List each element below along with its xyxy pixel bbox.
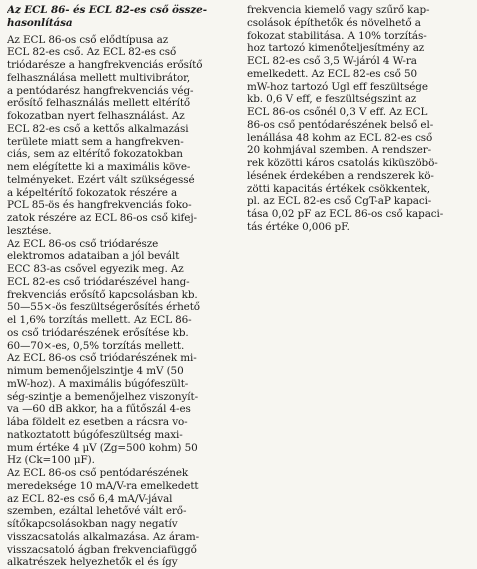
text-line: nem elégítette ki a maximális köve- <box>7 161 239 174</box>
paragraph <box>247 4 471 234</box>
text-line: 20 kohmjával szemben. A rendszer- <box>247 144 471 157</box>
text-line: alkatrészek helyezhetők el és így <box>7 556 239 569</box>
right-column <box>247 4 471 234</box>
text-line: pl. az ECL 82-es cső CgT-aP kapaci- <box>247 195 471 208</box>
left-paragraphs <box>7 34 239 569</box>
section-title-line-1: Az ECL 86- és ECL 82-es cső össze- <box>7 4 239 17</box>
text-line: PCL 85-ös és hangfrekvenciás foko- <box>7 199 239 212</box>
text-line: ciás, sem az eltérítő fokozatokban <box>7 148 239 161</box>
text-line: lenállása 48 kohm az ECL 82-es cső <box>247 132 471 145</box>
text-line: területe miatt sem a hangfrekven- <box>7 136 239 149</box>
text-line: rek közötti káros csatolás kiküszöbö- <box>247 157 471 170</box>
text-line: 50—55×-ös feszültségerősítés érhető <box>7 301 239 314</box>
text-line: meredeksége 10 mA/V-ra emelkedett <box>7 480 239 493</box>
text-line: felhasználása mellett multivibrátor, <box>7 72 239 85</box>
paragraph <box>7 467 239 569</box>
section-title-line-2: hasonlítása <box>7 17 239 30</box>
text-line: visszacsatoló ágban frekvenciafüggő <box>7 544 239 557</box>
text-line: csolások építhetők és növelhető a <box>247 17 471 30</box>
text-line: ECL 82-es cső 3,5 W-járól 4 W-ra <box>247 55 471 68</box>
text-line: lésének érdekében a rendszerek kö- <box>247 170 471 183</box>
text-line: ECL 82-es cső a kettős alkalmazási <box>7 123 239 136</box>
text-line: fokozat stabilitása. A 10% torzítás- <box>247 30 471 43</box>
text-line: Az ECL 86-os cső elődtípusa az <box>7 34 239 47</box>
text-line: ECC 83-as csővel egyezik meg. Az <box>7 263 239 276</box>
text-line: tása 0,02 pF az ECL 86-os cső kapaci- <box>247 208 471 221</box>
text-line: natkoztatott búgófeszültség maxi- <box>7 429 239 442</box>
text-line: kb. 0,6 V eff, e feszültségszint az <box>247 93 471 106</box>
text-line: mW-hoz). A maximális búgófeszült- <box>7 378 239 391</box>
text-line: az ECL 82-es cső 6,4 mA/V-jával <box>7 493 239 506</box>
text-line: visszacsatolás alkalmazása. Az áram- <box>7 531 239 544</box>
text-line: el 1,6% torzítás mellett. Az ECL 86- <box>7 314 239 327</box>
text-line: erősítő felhasználás mellett eltérítő <box>7 97 239 110</box>
left-column <box>7 4 239 569</box>
text-line: Az ECL 86-os cső triódarésze <box>7 238 239 251</box>
text-line: ség-szintje a bemenőjelhez viszonyít- <box>7 391 239 404</box>
text-line: zatok részére az ECL 86-os cső kifej- <box>7 212 239 225</box>
text-line: ECL 82-es cső. Az ECL 82-es cső <box>7 46 239 59</box>
text-line: fokozatban nyert felhasználást. Az <box>7 110 239 123</box>
text-line: a képeltérítő fokozatok részére a <box>7 187 239 200</box>
text-line: nimum bemenőjelszintje 4 mV (50 <box>7 365 239 378</box>
text-line: telményeket. Ezért vált szükségessé <box>7 174 239 187</box>
right-paragraphs <box>247 4 471 234</box>
text-line: frekvencia kiemelő vagy szűrő kap- <box>247 4 471 17</box>
text-line: ECL 82-es cső triódarészével hang- <box>7 276 239 289</box>
text-line: va —60 dB akkor, ha a fűtőszál 4-es <box>7 403 239 416</box>
text-line: a pentódarész hangfrekvenciás vég- <box>7 85 239 98</box>
text-line: emelkedett. Az ECL 82-es cső 50 <box>247 68 471 81</box>
paragraph <box>7 238 239 468</box>
text-line: lesztése. <box>7 225 239 238</box>
text-line: triódarésze a hangfrekvenciás erősítő <box>7 59 239 72</box>
text-line: mum értéke 4 μV (Zg=500 kohm) 50 <box>7 442 239 455</box>
text-line: frekvenciás erősítő kapcsolásban kb. <box>7 289 239 302</box>
text-line: szemben, ezáltal lehetővé vált erő- <box>7 505 239 518</box>
paragraph <box>7 34 239 238</box>
text-line: zötti kapacitás értékek csökkentek, <box>247 183 471 196</box>
text-line: Az ECL 86-os cső pentódarészének <box>7 467 239 480</box>
text-line: ECL 86-os csőnél 0,3 V eff. Az ECL <box>247 106 471 119</box>
text-line: Hz (Ck=100 μF). <box>7 454 239 467</box>
text-line: mW-hoz tartozó Ugl eff feszültsége <box>247 81 471 94</box>
text-line: Az ECL 86-os cső triódarészének mi- <box>7 352 239 365</box>
text-line: 60—70×-es, 0,5% torzítás mellett. <box>7 340 239 353</box>
text-line: elektromos adataiban a jól bevált <box>7 250 239 263</box>
text-line: tás értéke 0,006 pF. <box>247 221 471 234</box>
text-line: hoz tartozó kimenőteljesítmény az <box>247 42 471 55</box>
text-line: lába földelt ez esetben a rácsra vo- <box>7 416 239 429</box>
text-line: 86-os cső pentódarészének belső el- <box>247 119 471 132</box>
text-line: sítőkapcsolásokban nagy negatív <box>7 518 239 531</box>
text-line: os cső triódarészének erősítése kb. <box>7 327 239 340</box>
